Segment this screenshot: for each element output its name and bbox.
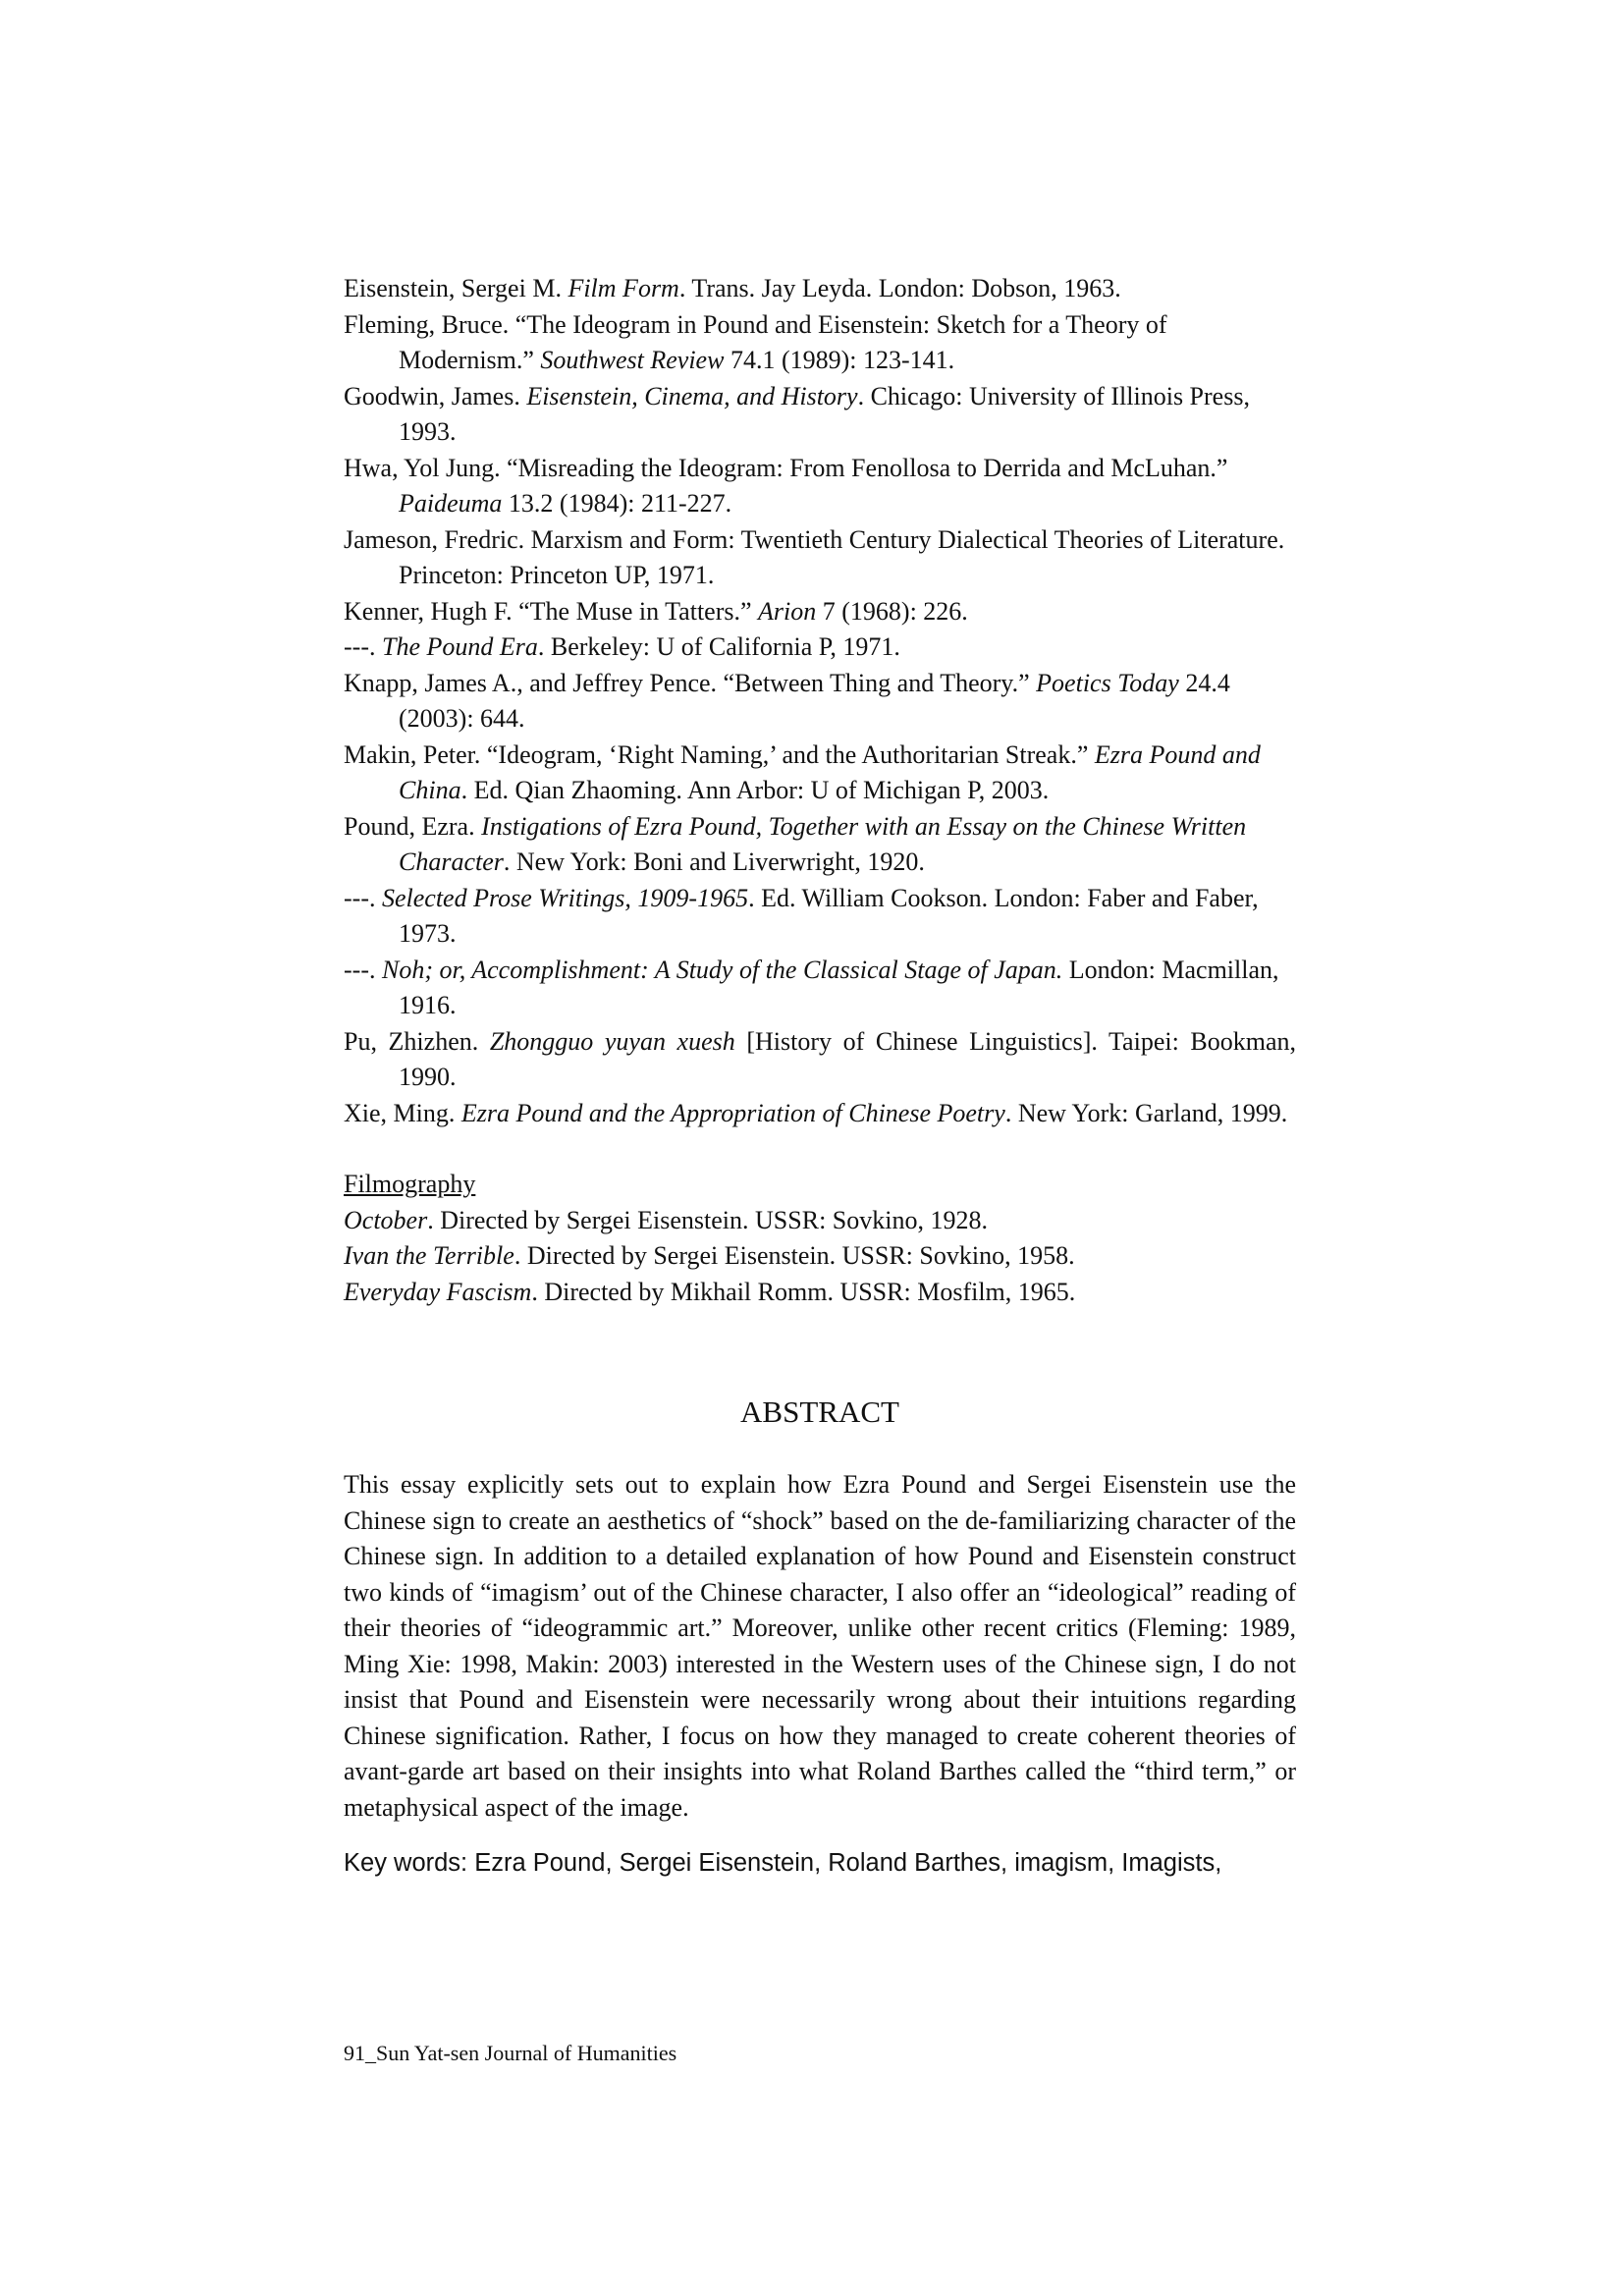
text-segment: 7 (1968): 226. (816, 596, 968, 626)
text-segment: . New York: Garland, 1999. (1004, 1098, 1288, 1127)
text-segment: . Directed by Sergei Eisenstein. USSR: Sovkino, 1928. (427, 1205, 988, 1234)
text-segment: Makin, Peter. “Ideogram, ‘Right Naming,’ and the Authoritarian Streak.” (344, 739, 1095, 769)
text-segment: ---. (344, 883, 382, 912)
reference-entry (344, 629, 1296, 666)
text-segment: 13.2 (1984): 211-227. (502, 489, 732, 518)
filmography-entry (344, 1238, 1296, 1275)
text-segment: Eisenstein, Sergei M. (344, 274, 568, 302)
italic-title: Noh; or, Accomplishment: A Study of the Classical Stage of Japan. (381, 955, 1063, 984)
text-segment: [History of Chinese Linguistics]. Taipei: Bookman, 1990. (399, 1026, 1297, 1091)
text-segment: ---. (344, 632, 382, 661)
italic-title: Arion (758, 596, 817, 626)
filmography-heading: Filmography (344, 1170, 476, 1198)
text-segment: Kenner, Hugh F. “The Muse in Tatters.” (344, 596, 759, 626)
filmography-section (344, 1167, 1296, 1310)
text-segment: . Ed. Qian Zhaoming. Ann Arbor: U of Michigan P, 2003. (460, 776, 1050, 804)
text-segment: Pu, Zhizhen. (344, 1026, 490, 1056)
text-segment: Fleming, Bruce. “The Ideogram in Pound and Eisenstein: Sketch for a Theory of Modernism.” (344, 309, 1167, 374)
italic-title: Zhongguo yuyan xuesh (489, 1026, 735, 1056)
reference-list (344, 271, 1296, 1131)
text-segment: . New York: Boni and Liverwright, 1920. (503, 847, 925, 876)
abstract-heading: ABSTRACT (740, 1394, 899, 1429)
page-footer: 91_Sun Yat-sen Journal of Humanities (344, 2041, 677, 2065)
text-segment: 74.1 (1989): 123-141. (724, 346, 955, 374)
italic-title: Ezra Pound and China (399, 739, 1261, 804)
text-segment: Jameson, Fredric. Marxism and Form: Twentieth Century Dialectical Theories of Literature. Princeton: Princeton UP, 1971. (344, 524, 1285, 589)
reference-entry (344, 379, 1296, 451)
text-segment: . Ed. William Cookson. London: Faber and Faber, 1973. (399, 883, 1259, 948)
reference-entry (344, 451, 1296, 522)
reference-entry (344, 594, 1296, 630)
reference-entry (344, 1024, 1296, 1096)
text-segment: Hwa, Yol Jung. “Misreading the Ideogram: From Fenollosa to Derrida and McLuhan.” (344, 453, 1228, 482)
italic-title: Instigations of Ezra Pound, Together with an Essay on the Chinese Written Character (399, 811, 1247, 876)
text-segment: Xie, Ming. (344, 1098, 461, 1127)
italic-title: Everyday Fascism (344, 1277, 532, 1306)
text-segment: London: Macmillan, 1916. (399, 955, 1279, 1019)
reference-entry (344, 881, 1296, 953)
reference-entry (344, 1096, 1296, 1132)
italic-title: Paideuma (399, 489, 503, 518)
italic-title: October (344, 1205, 428, 1234)
text-segment: . Trans. Jay Leyda. London: Dobson, 1963. (678, 274, 1121, 302)
text-segment: Pound, Ezra. (344, 811, 482, 841)
reference-entry (344, 307, 1296, 379)
reference-entry (344, 953, 1296, 1024)
abstract-body: This essay explicitly sets out to explain how Ezra Pound and Sergei Eisenstein use the Chinese sign to create an aesthetics of “shock” based on the de-familiarizing character of the Chinese sign. In addition to a detailed explanation of how Pound and Eisenstein construct two kinds of “imagism’ out of the Chinese character, I also offer an “ideological” reading of their theories of “ideogrammic art.” Moreover, unlike other recent critics (Fleming: 1989, Ming Xie: 1998, Makin: 2003) interested in the Western uses of the Chinese sign, I do not insist that Pound and Eisenstein were necessarily wrong about their intuitions regarding Chinese signification. Rather, I focus on how they managed to create coherent theories of avant-garde art based on their insights into what Roland Barthes called the “third term,” or metaphysical aspect of the image. (344, 1470, 1296, 1822)
italic-title: Southwest Review (540, 346, 725, 374)
text-segment: Knapp, James A., and Jeffrey Pence. “Between Thing and Theory.” (344, 668, 1037, 697)
page-content (344, 271, 1296, 1881)
text-segment: . Berkeley: U of California P, 1971. (537, 632, 900, 661)
italic-title: The Pound Era (381, 632, 538, 661)
text-segment: 24.4 (2003): 644. (399, 668, 1230, 733)
italic-title: Film Form (568, 274, 679, 302)
reference-entry (344, 271, 1296, 307)
italic-title: Ezra Pound and the Appropriation of Chinese Poetry (460, 1098, 1005, 1127)
reference-entry (344, 522, 1296, 594)
text-segment: . Directed by Sergei Eisenstein. USSR: Sovkino, 1958. (514, 1241, 1075, 1270)
reference-entry (344, 738, 1296, 809)
italic-title: Ivan the Terrible (344, 1241, 514, 1270)
filmography-entry (344, 1275, 1296, 1311)
text-segment: . Directed by Mikhail Romm. USSR: Mosfilm, 1965. (531, 1277, 1076, 1306)
text-segment: . Chicago: University of Illinois Press, 1993. (399, 381, 1250, 446)
italic-title: Selected Prose Writings, 1909-1965 (381, 883, 749, 912)
italic-title: Eisenstein, Cinema, and History (526, 381, 858, 410)
text-segment: Goodwin, James. (344, 381, 527, 410)
filmography-list (344, 1203, 1296, 1311)
text-segment: ---. (344, 955, 382, 984)
reference-entry (344, 666, 1296, 738)
filmography-entry (344, 1203, 1296, 1239)
keywords-line: Key words: Ezra Pound, Sergei Eisenstein, Roland Barthes, imagism, Imagists, (344, 1849, 1222, 1877)
reference-entry (344, 809, 1296, 881)
italic-title: Poetics Today (1036, 668, 1179, 697)
